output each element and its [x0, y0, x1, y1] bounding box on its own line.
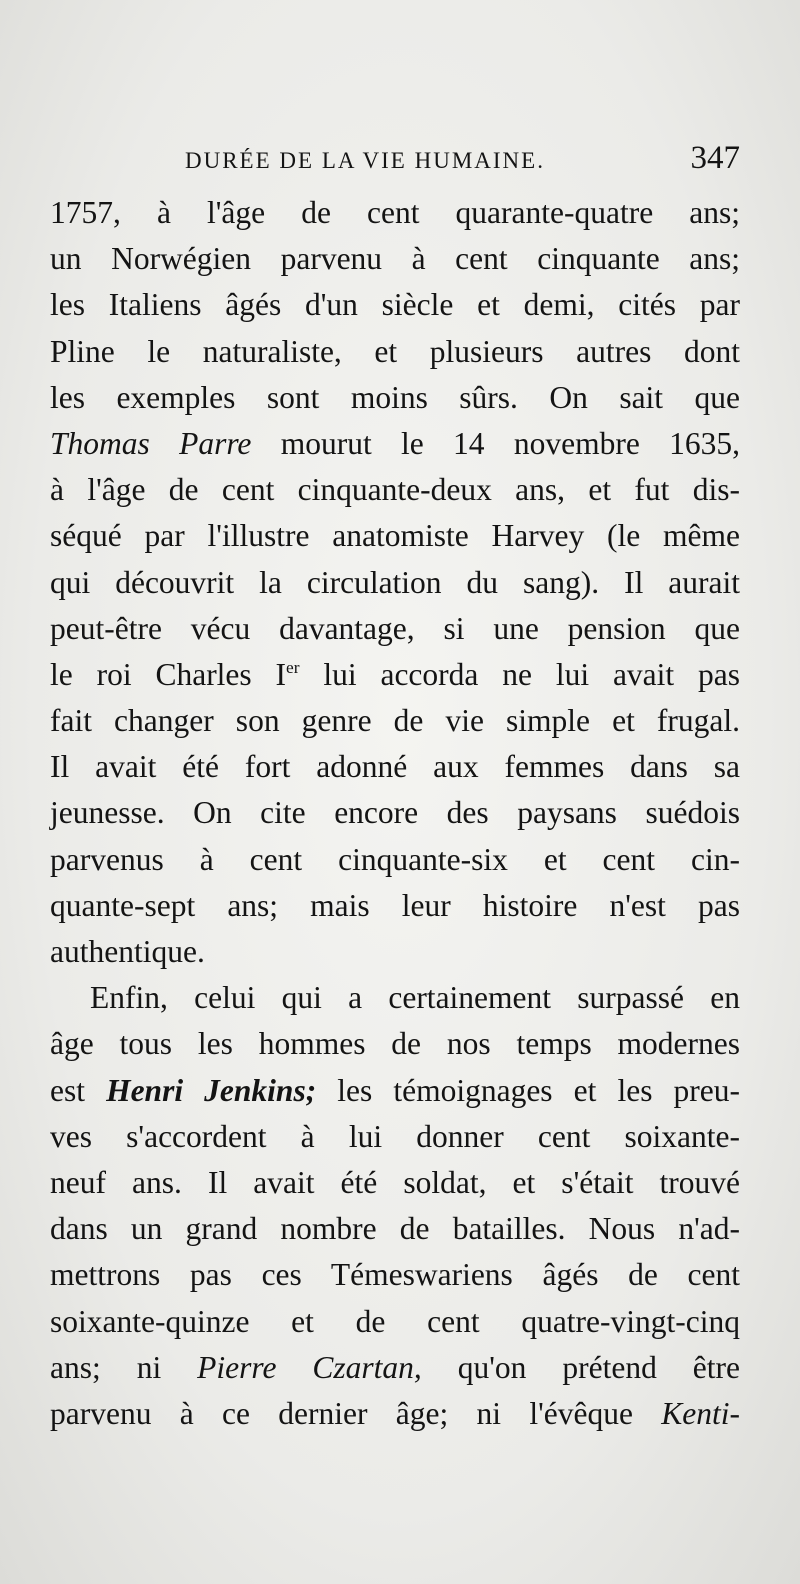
paragraph	[50, 190, 740, 975]
text-line: est Henri Jenkins; les témoignages et les preu-	[50, 1072, 740, 1108]
text-line: à l'âge de cent cinquante-deux ans, et fut dis-	[50, 472, 740, 508]
running-title: DURÉE DE LA VIE HUMAINE.	[185, 148, 545, 173]
text-line: Il avait été fort adonné aux femmes dans sa	[50, 749, 740, 785]
text-line: dans un grand nombre de batailles. Nous n'ad-	[50, 1211, 740, 1247]
page-header	[50, 140, 740, 190]
text-line: neuf ans. Il avait été soldat, et s'était trouvé	[50, 1164, 740, 1200]
paragraph	[50, 975, 740, 1437]
text-line: 1757, à l'âge de cent quarante-quatre ans;	[50, 195, 740, 230]
text-line: jeunesse. On cite encore des paysans suédois	[50, 795, 740, 831]
text-line: le roi Charles Ier lui accorda ne lui avait pas	[50, 656, 741, 692]
person-name-thomas-parre: Thomas Parre	[50, 425, 252, 461]
person-name-pierre-czartan: Pierre Czartan,	[197, 1349, 422, 1385]
superscript-er: er	[286, 657, 300, 677]
text-line: les exemples sont moins sûrs. On sait que	[50, 379, 740, 415]
text-line: fait changer son genre de vie simple et frugal.	[50, 703, 740, 739]
text-line: ans; ni Pierre Czartan, qu'on prétend être	[50, 1349, 740, 1385]
text-line: les Italiens âgés d'un siècle et demi, cités par	[50, 287, 740, 323]
text-line: authentique.	[50, 934, 205, 969]
person-name-henri-jenkins: Henri Jenkins;	[106, 1072, 317, 1108]
text-line: ves s'accordent à lui donner cent soixante-	[50, 1118, 740, 1154]
text-line: Thomas Parre mourut le 14 novembre 1635,	[50, 425, 740, 461]
text-line: Enfin, celui qui a certainement surpassé en	[90, 980, 740, 1016]
text-line: un Norwégien parvenu à cent cinquante ans;	[50, 241, 740, 277]
page-number: 347	[690, 140, 740, 176]
text-line: qui découvrit la circulation du sang). Il aurait	[50, 564, 740, 600]
body-text	[50, 190, 740, 1437]
text-line: Pline le naturaliste, et plusieurs autres dont	[50, 333, 740, 369]
text-line: parvenu à ce dernier âge; ni l'évêque Kenti-	[50, 1395, 740, 1431]
text-line: mettrons pas ces Témeswariens âgés de cent	[50, 1257, 740, 1293]
text-line: séqué par l'illustre anatomiste Harvey (le même	[50, 518, 740, 554]
text-line: quante-sept ans; mais leur histoire n'est pas	[50, 887, 740, 923]
person-name-kenti: Kenti-	[661, 1395, 740, 1431]
text-line: parvenus à cent cinquante-six et cent cin-	[50, 841, 740, 877]
text-line: âge tous les hommes de nos temps modernes	[50, 1026, 740, 1062]
text-line: peut-être vécu davantage, si une pension que	[50, 610, 740, 646]
text-line: soixante-quinze et de cent quatre-vingt-cinq	[50, 1303, 740, 1339]
